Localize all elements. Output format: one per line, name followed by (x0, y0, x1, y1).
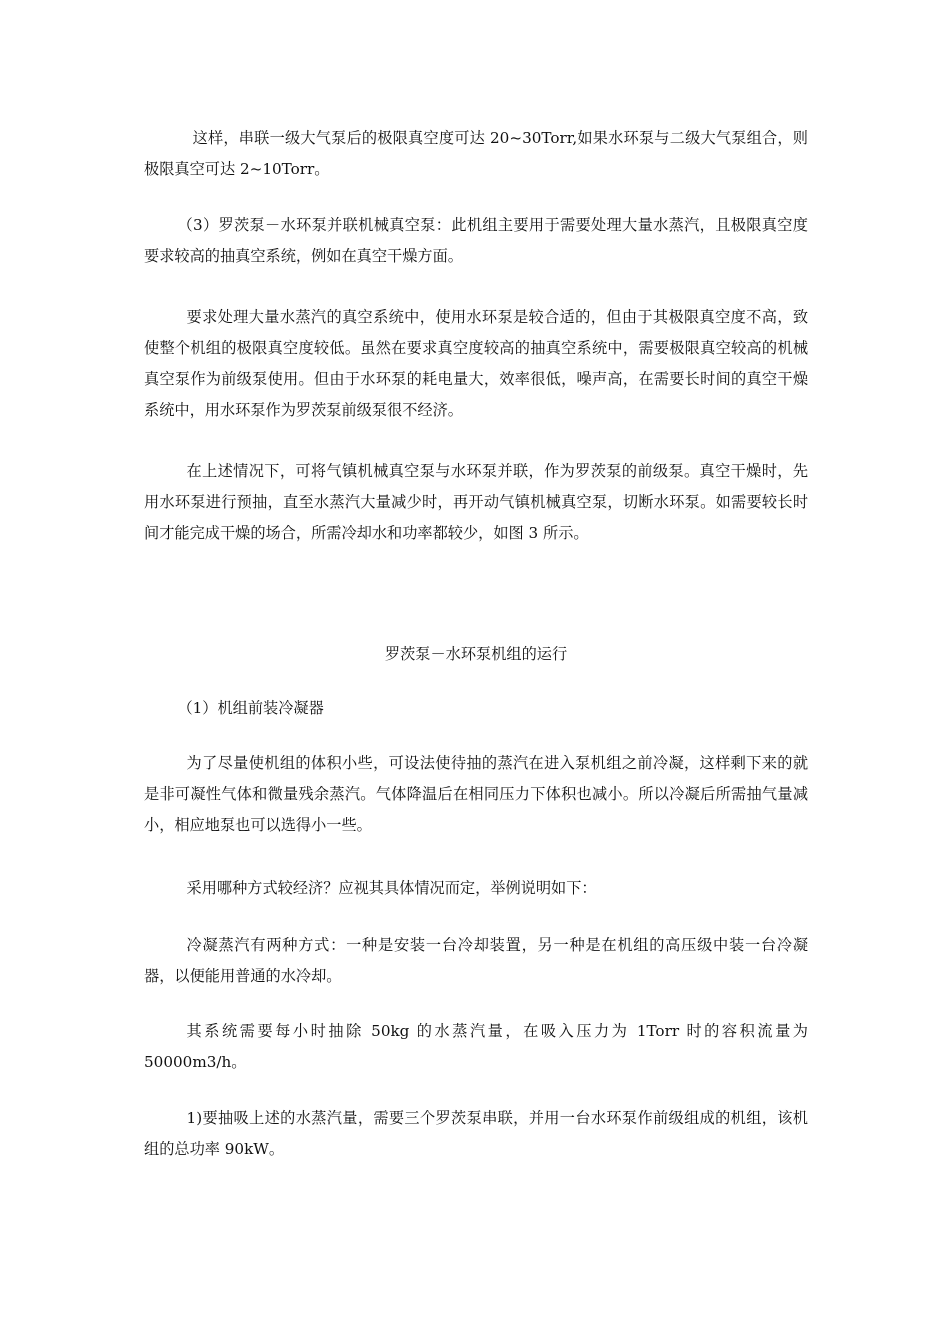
paragraph-5: （1）机组前装冷凝器 (177, 699, 324, 717)
paragraph-8: 冷凝蒸汽有两种方式：一种是安装一台冷却装置，另一种是在机组的高压级中装一台冷凝器，以便能用普通的水冷却。 (144, 936, 808, 985)
section-heading: 罗茨泵－水环泵机组的运行 (384, 645, 568, 663)
paragraph-10: 1)要抽吸上述的水蒸汽量，需要三个罗茨泵串联，并用一台水环泵作前级组成的机组，该机组的总功率 90kW。 (144, 1109, 808, 1158)
paragraph-3: 要求处理大量水蒸汽的真空系统中，使用水环泵是较合适的，但由于其极限真空度不高，致使整个机组的极限真空度较低。虽然在要求真空度较高的抽真空系统中，需要极限真空较高的机械真空泵作为前级泵使用。但由于水环泵的耗电量大，效率很低，噪声高，在需要长时间的真空干燥系统中，用水环泵作为罗茨泵前级泵很不经济。 (144, 308, 808, 419)
paragraph-4: 在上述情况下，可将气镇机械真空泵与水环泵并联，作为罗茨泵的前级泵。真空干燥时，先用水环泵进行预抽，直至水蒸汽大量减少时，再开动气镇机械真空泵，切断水环泵。如需要较长时间才能完成干燥的场合，所需冷却水和功率都较少，如图 3 所示。 (144, 462, 808, 542)
paragraph-1: 这样，串联一级大气泵后的极限真空度可达 20~30Torr,如果水环泵与二级大气泵组合，则极限真空可达 2~10Torr。 (144, 129, 808, 178)
paragraph-2: （3）罗茨泵－水环泵并联机械真空泵：此机组主要用于需要处理大量水蒸汽，且极限真空度要求较高的抽真空系统，例如在真空干燥方面。 (144, 216, 808, 265)
paragraph-6: 为了尽量使机组的体积小些，可设法使待抽的蒸汽在进入泵机组之前冷凝，这样剩下来的就是非可凝性气体和微量残余蒸汽。气体降温后在相同压力下体积也减小。所以冷凝后所需抽气量减小，相应地泵也可以选得小一些。 (144, 754, 808, 834)
paragraph-9: 其系统需要每小时抽除 50kg 的水蒸汽量，在吸入压力为 1Torr 时的容积流量为 50000m3/h。 (144, 1022, 808, 1071)
paragraph-7: 采用哪种方式较经济？应视其具体情况而定，举例说明如下： (186, 879, 597, 897)
